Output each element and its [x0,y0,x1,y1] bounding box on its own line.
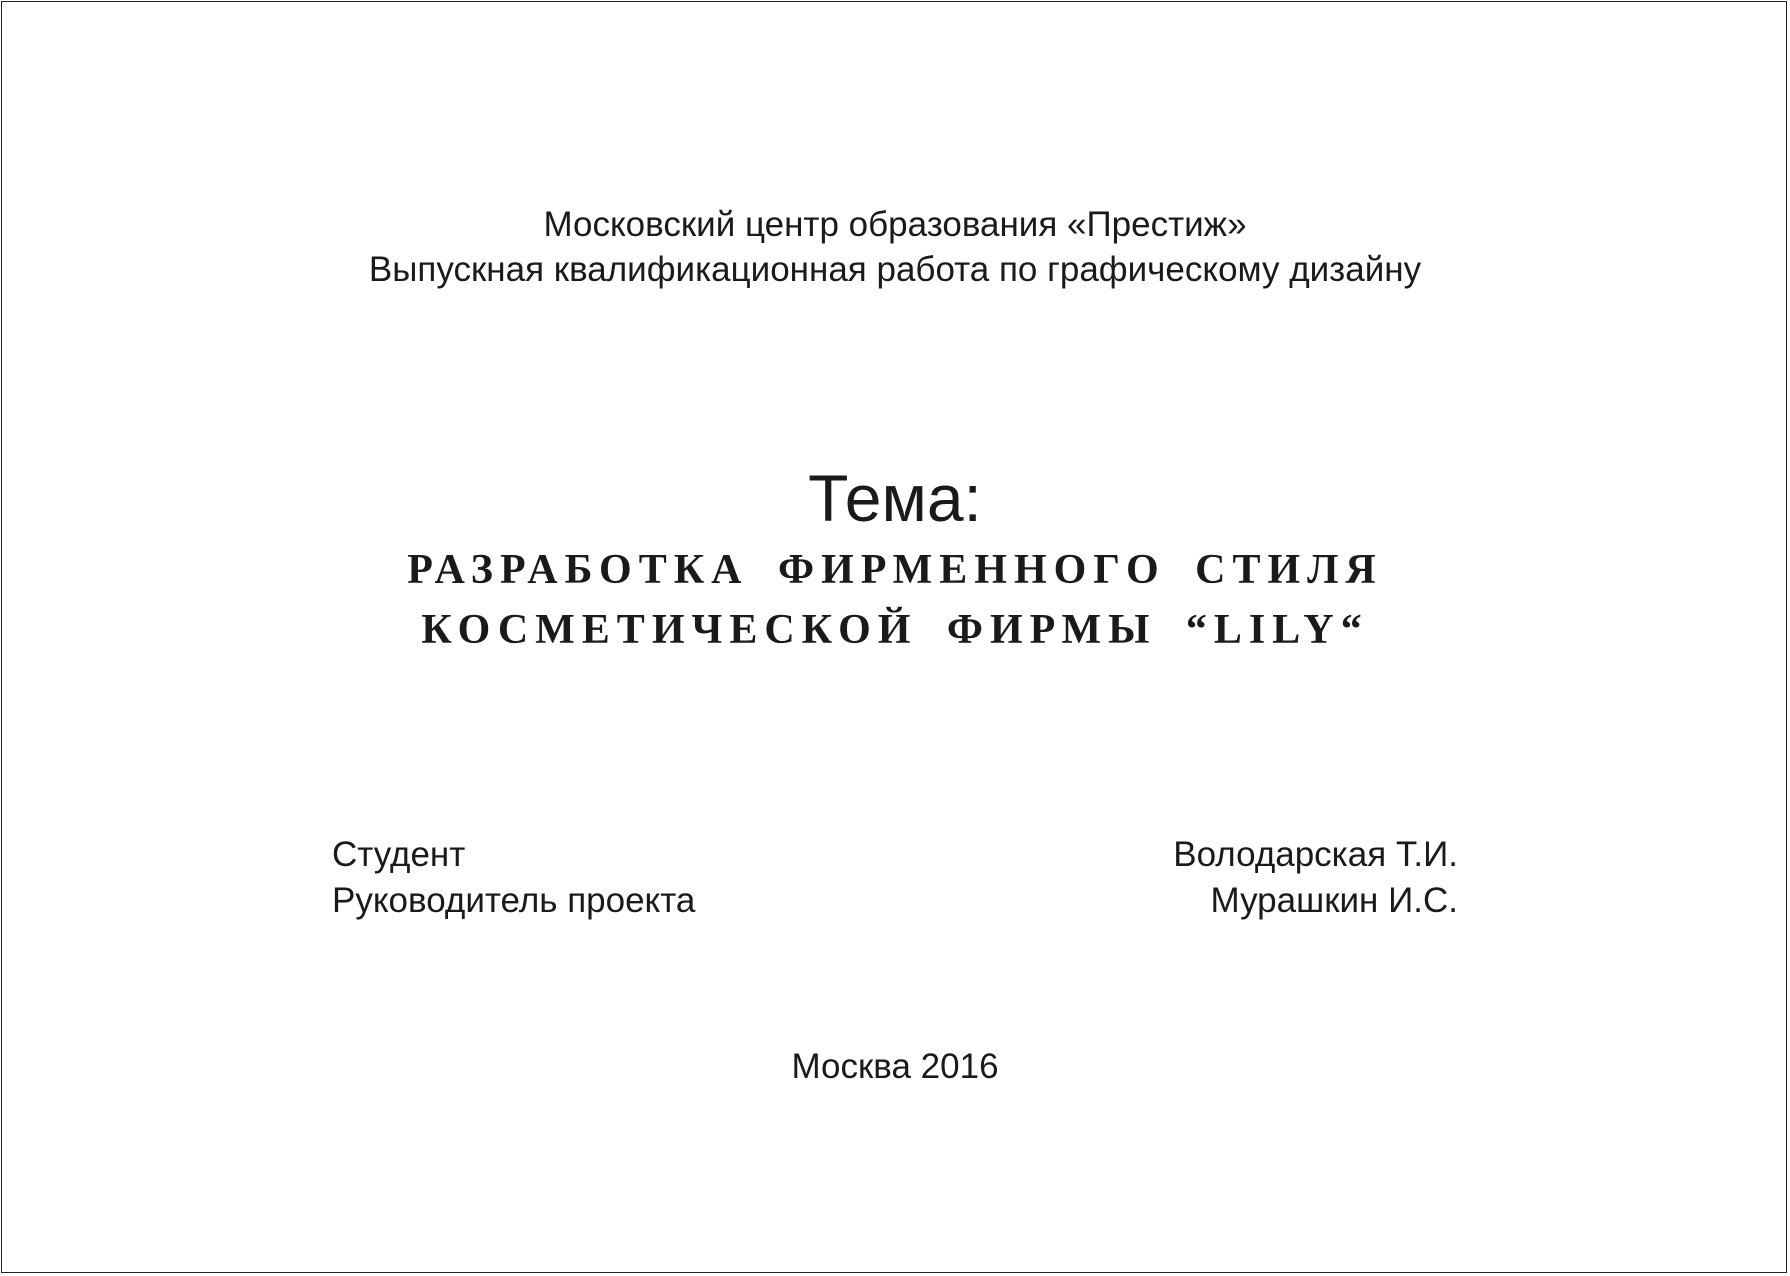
institution-name: Московский центр образования «Престиж» [543,205,1247,244]
topic-title-line-1: РАЗРАБОТКА ФИРМЕННОГО СТИЛЯ [407,547,1383,593]
roles-column [332,832,695,924]
topic-title [0,540,1790,660]
institution-header [0,202,1790,292]
supervisor-label: Руководитель проекта [332,881,696,920]
supervisor-name: Мурашкин И.С. [1210,881,1458,920]
names-column [1173,832,1458,924]
city-year: Москва 2016 [791,1047,999,1086]
work-type: Выпускная квалификационная работа по графическому дизайну [368,250,1422,289]
student-label: Студент [332,835,466,874]
topic-label: Тема: [808,461,982,535]
topic-title-line-2: КОСМЕТИЧЕСКОЙ ФИРМЫ “LILY“ [421,607,1369,653]
student-name: Володарская Т.И. [1173,835,1458,874]
